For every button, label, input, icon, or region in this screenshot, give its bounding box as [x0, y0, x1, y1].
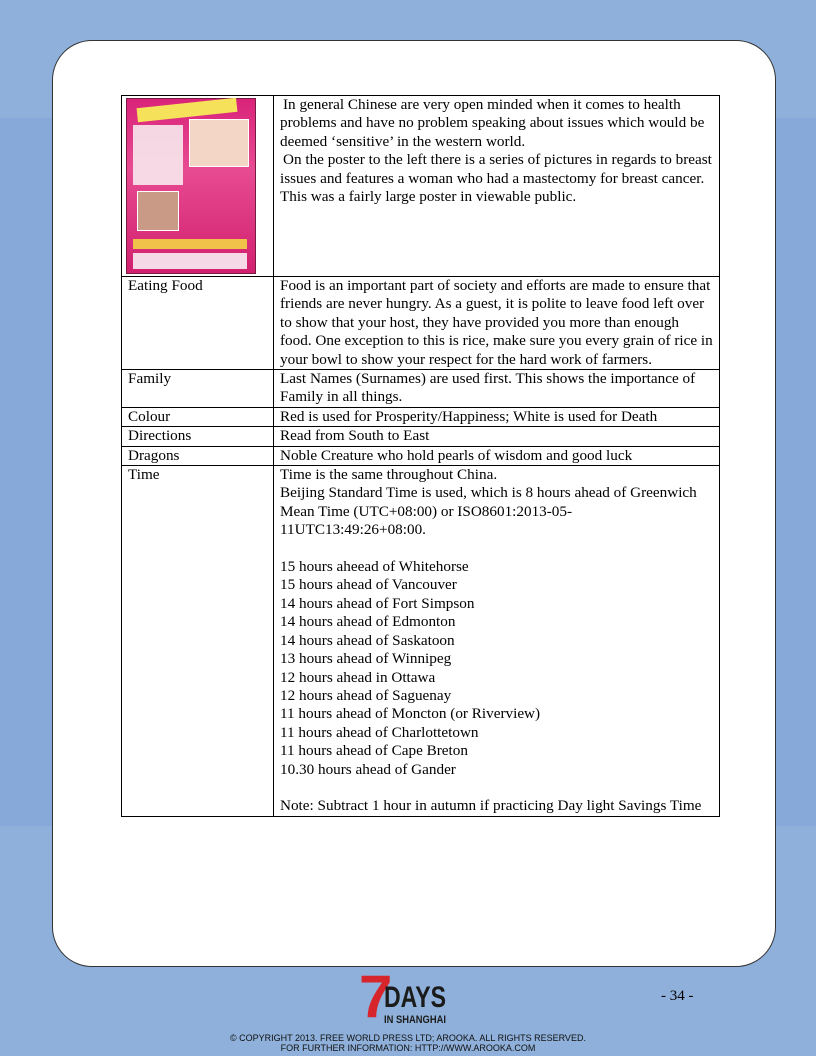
poster-figure — [137, 191, 179, 231]
table-row — [122, 370, 720, 408]
table-row — [122, 427, 720, 446]
health-poster-image — [126, 98, 256, 274]
table-cell-key: Directions — [122, 427, 274, 446]
table-cell-key: Time — [122, 466, 274, 817]
table-row — [122, 407, 720, 426]
poster-photo — [189, 119, 249, 167]
copyright-line: © COPYRIGHT 2013. FREE WORLD PRESS LTD; AROOKA. ALL RIGHTS RESERVED. — [230, 1033, 586, 1043]
table-cell-value — [274, 96, 720, 277]
list-item: 14 hours ahead of Fort Simpson — [280, 594, 475, 612]
table-cell-value — [274, 466, 720, 817]
page-number: - 34 - — [661, 988, 694, 1004]
table-cell-key: Dragons — [122, 446, 274, 465]
poster-strip — [133, 239, 247, 249]
table-cell-value — [274, 407, 720, 426]
table-row — [122, 96, 720, 277]
paragraph: Noble Creature who hold pearls of wisdom and good luck — [280, 446, 633, 464]
logo-word: DAYS — [384, 981, 446, 1014]
list-item: 11 hours ahead of Moncton (or Riverview) — [280, 705, 541, 723]
list-item: 10.30 hours ahead of Gander — [280, 760, 456, 778]
paragraph: Beijing Standard Time is used, which is 8 hours ahead of Greenwich Mean Time (UTC+08:00) or ISO8601:2013-05-11UTC13:49:26+08:00. — [280, 484, 697, 539]
dst-note: Note: Subtract 1 hour in autumn if practicing Day light Savings Time — [280, 797, 702, 815]
list-item: 11 hours ahead of Cape Breton — [280, 742, 468, 760]
paragraph: Food is an important part of society and efforts are made to ensure that friends are never hungry. As a guest, it is polite to leave food left over to show that your host, they have provided you more than enough food. One exception to this is rice, make sure you every grain of rice in your bowl to show your respect for the hard work of farmers. — [280, 277, 713, 368]
copyright-notice — [0, 1033, 816, 1053]
paragraph: In general Chinese are very open minded when it comes to health problems and have no problem speaking about issues which would be deemed ‘sensitive’ in the western world. — [280, 96, 705, 150]
7days-logo — [357, 963, 449, 1030]
copyright-line: FOR FURTHER INFORMATION: HTTP://WWW.AROOKA.COM — [280, 1043, 536, 1053]
list-item: 12 hours ahead in Ottawa — [280, 668, 436, 686]
time-offset-list — [280, 558, 713, 779]
table-row — [122, 446, 720, 465]
spacer — [280, 540, 713, 558]
list-item: 12 hours ahead of Saguenay — [280, 686, 452, 704]
table-row — [122, 277, 720, 370]
table-cell-key: Family — [122, 370, 274, 408]
list-item: 15 hours ahead of Vancouver — [280, 576, 457, 594]
logo-subtitle: IN SHANGHAI — [384, 1014, 446, 1026]
table-cell-key: Colour — [122, 407, 274, 426]
table-cell-value — [274, 446, 720, 465]
list-item: 13 hours ahead of Winnipeg — [280, 650, 452, 668]
table-cell-value — [274, 370, 720, 408]
paragraph: On the poster to the left there is a series of pictures in regards to breast issues and features a woman who had a mastectomy for breast cancer. This was a fairly large poster in viewable public. — [280, 151, 712, 206]
spacer — [280, 779, 713, 797]
table-cell-value — [274, 427, 720, 446]
list-item: 15 hours aheead of Whitehorse — [280, 558, 469, 576]
poster-footer — [133, 253, 247, 269]
culture-table — [121, 95, 720, 817]
table-cell-value — [274, 277, 720, 370]
list-item: 14 hours ahead of Saskatoon — [280, 631, 455, 649]
poster-text-block — [133, 125, 183, 185]
paragraph: Time is the same throughout China. — [280, 466, 498, 484]
paragraph: Last Names (Surnames) are used first. This shows the importance of Family in all things. — [280, 370, 696, 406]
poster-image-cell — [122, 96, 274, 277]
paragraph: Red is used for Prosperity/Happiness; White is used for Death — [280, 407, 658, 425]
logo-number: 7 — [359, 963, 393, 1030]
list-item: 14 hours ahead of Edmonton — [280, 613, 456, 631]
paragraph: Read from South to East — [280, 427, 430, 445]
list-item: 11 hours ahead of Charlottetown — [280, 723, 479, 741]
table-row — [122, 466, 720, 817]
table-cell-key: Eating Food — [122, 277, 274, 370]
